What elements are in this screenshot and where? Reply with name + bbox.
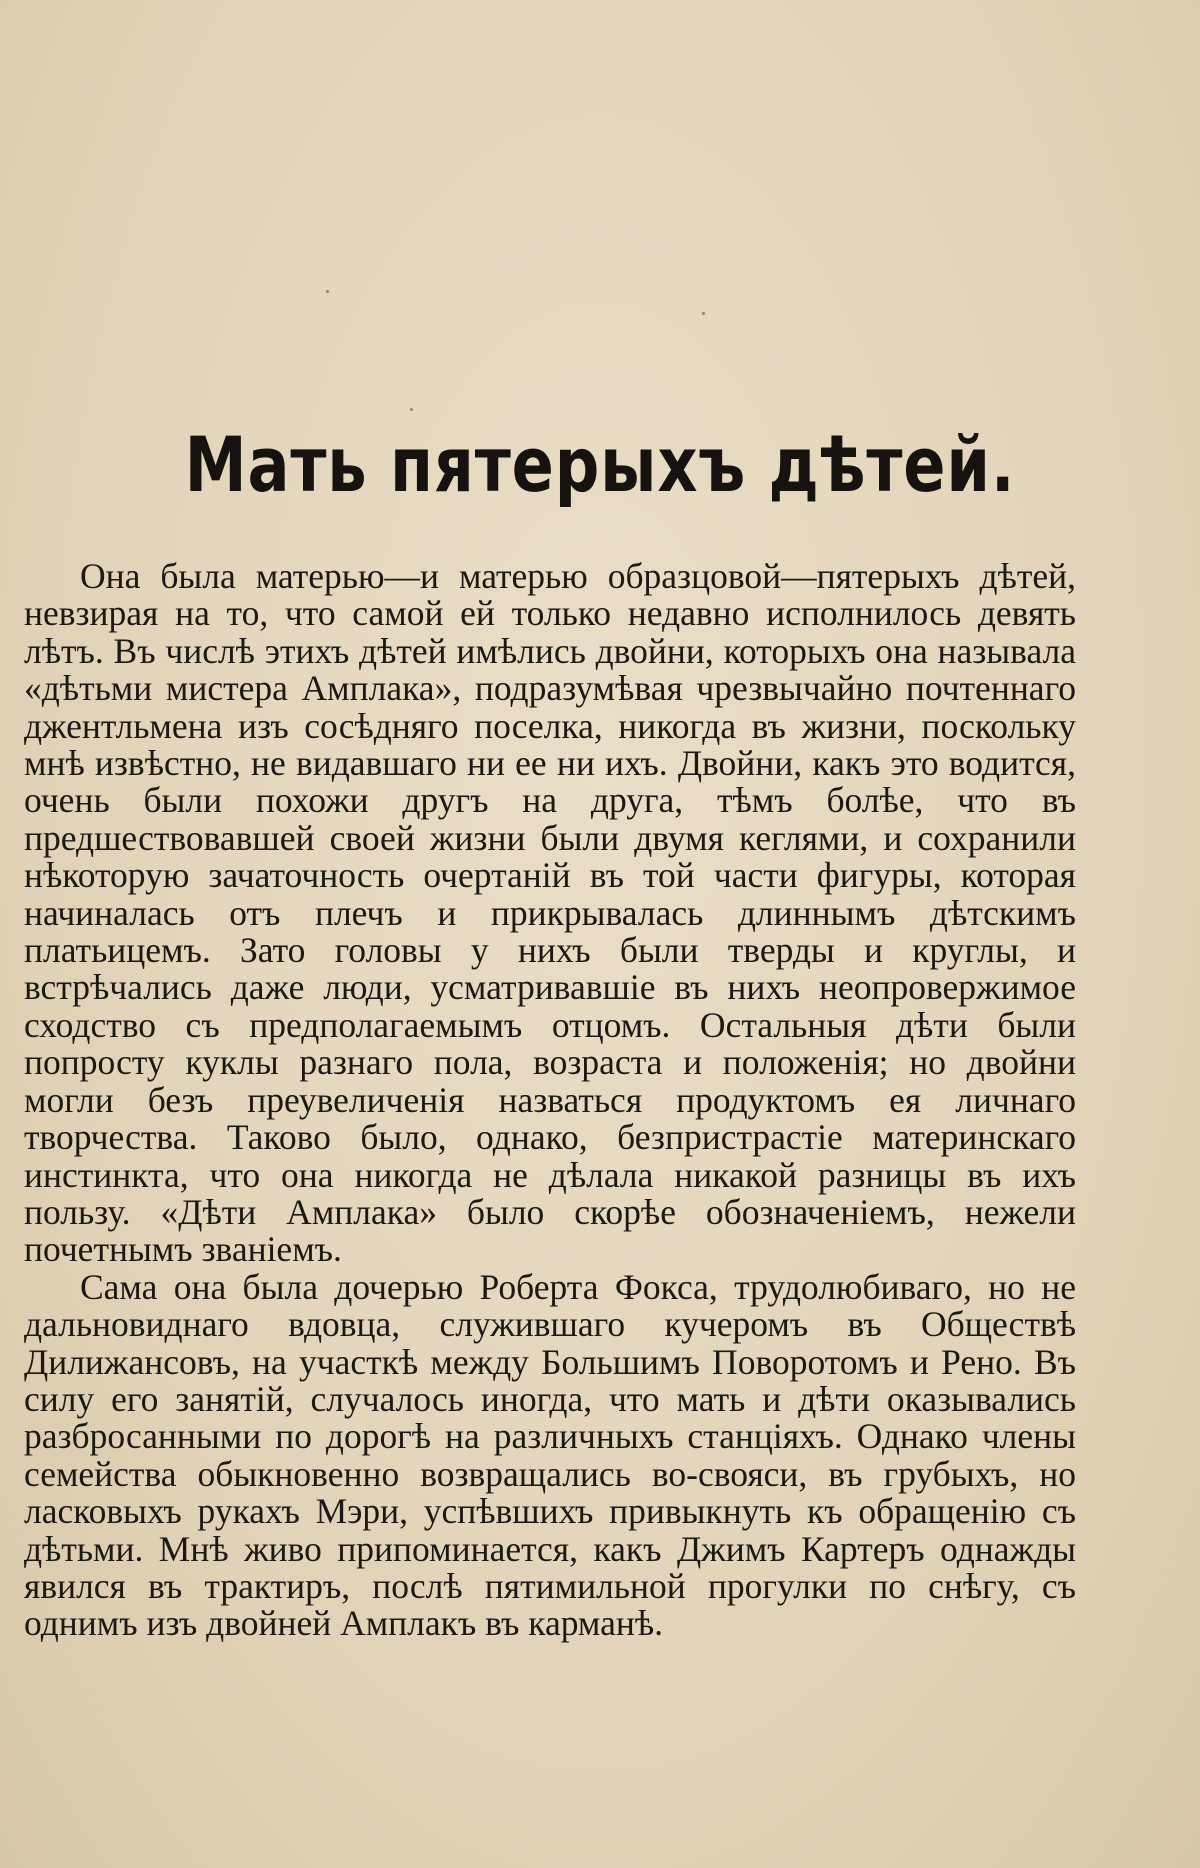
- paragraph: Сама она была дочерью Роберта Фокса, трудолюбиваго, но не дальновиднаго вдовца, служившаго кучеромъ въ Обществѣ Дилижансовъ, на участкѣ между Большимъ Поворотомъ и Рено. Въ силу его занятій, случалось иногда, что мать и дѣти оказывались разбросанными по дорогѣ на различныхъ станціяхъ. Однако члены семейства обыкновенно возвращались во-свояси, въ грубыхъ, но ласковыхъ рукахъ Мэри, успѣвшихъ привыкнуть къ обращенію съ дѣтьми. Мнѣ живо припоминается, какъ Джимъ Картеръ однажды явился въ трактиръ, послѣ пятимильной прогулки по снѣгу, съ однимъ изъ двойней Амплакъ въ карманѣ.: [24, 1266, 1076, 1644]
- paper-speck: [702, 312, 705, 315]
- paragraph: Она была матерью—и матерью образцовой—пятерыхъ дѣтей, невзирая на то, что самой ей только недавно исполнилось девять лѣтъ. Въ числѣ этихъ дѣтей имѣлись двойни, которыхъ она называла «дѣтьми мистера Амплака», подразумѣвая чрезвычайно почтеннаго джентльмена изъ сосѣдняго поселка, никогда въ жизни, поскольку мнѣ извѣстно, не видавшаго ни ее ни ихъ. Двойни, какъ это водится, очень были похожи другъ на друга, тѣмъ болѣе, что въ предшествовавшей своей жизни были двумя кеглями, и сохранили нѣкоторую зачаточность очертаній въ той части фигуры, которая начиналась отъ плечъ и прикрывалась длиннымъ дѣтскимъ платьицемъ. Зато головы у нихъ были тверды и круглы, и встрѣчались даже люди, усматривавшіе въ нихъ неопровержимое сходство съ предполагаемымъ отцомъ. Остальныя дѣти были попросту куклы разнаго пола, возраста и положенія; но двойни могли безъ преувеличенія назваться продуктомъ ея личнаго творчества. Таково было, однако, безпристрастіе материнскаго инстинкта, что она никогда не дѣлала никакой разницы въ ихъ пользу. «Дѣти Амплака» было скорѣе обозначеніемъ, нежели почетнымъ званіемъ.: [24, 556, 1076, 1270]
- body-text: [24, 558, 1076, 1643]
- paper-speck: [326, 290, 329, 293]
- page-title: Мать пятерыхъ дѣтей.: [184, 420, 1016, 509]
- paper-speck: [410, 408, 413, 411]
